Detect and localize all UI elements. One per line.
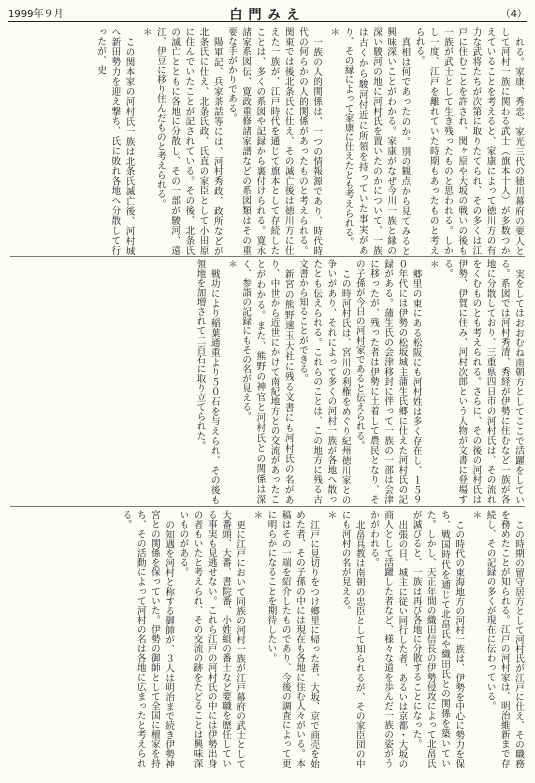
paragraph: 更に江戸において同族の河村一族が江戸幕府の武士として大番頭、大番、書院番、小姓組の番士など要職を歴任している事実も見逃せない。これら江戸の河村氏の中には伊勢出身の者もいたと考えられ、その交流の跡をたどることは興味深いものがある。 — [177, 510, 246, 768]
paragraph: 新宮の熊野速玉大社に残る文書にも河村氏の名があり、中世から近世にかけて南紀地方との交流があったことがわかる。また、熊野の神官と河村氏との関係は深く、参詣の記録にもその名が見える。 — [240, 259, 294, 504]
section-mark: ＊ — [251, 510, 263, 520]
paragraph: 戦功により稲葉通重より５０石を与えられ、その後も領地を加増されて二百石に取り立てられた。 — [194, 259, 220, 504]
issue-date: 1999年９月 — [8, 9, 64, 20]
paragraph: 陽軍記、兵家茶話等には、河村秀政、政所などが北条氏に仕え、北条氏政、氏直の家臣として小田原に住んでいたことが記されている。その後、北条氏の滅亡とともに各地に分散し、その一部が駿河、遠江、伊豆に移り住んだものと考えられる。 — [154, 27, 223, 255]
tier-divider — [10, 256, 525, 257]
paragraph: 出張の日、城主に従い同行した者、あるいは京都・大坂の商人として活躍した者など、様々な道を歩んだ一族の姿がうかがわれる。 — [367, 510, 408, 768]
paragraph: 北畠具教は南朝の忠臣として知られるが、その家臣団の中にも河村の名が見える。 — [339, 510, 365, 768]
page-number: （4） — [500, 9, 527, 20]
paragraph: 一族の人的関係は、一つの情報源であり、時代時代の何らかの人的関係があったものと考えられる。関東では後北条氏に仕え、その滅亡後は徳川方に仕えた一族が、江戸時代を通じて旗本として存続したことは、多くの系図や記録から裏付けられる。寛永諸家系図伝、寛政重修諸家譜などの系図類はその重要な手がかりである。 — [225, 27, 323, 255]
paragraph: 実をしてはおおむね南朝方としてここで活躍をしている。系図では河村秀清、秀経が伊勢に住むなど一族が各地に分散しており、三重県四日市の河村氏は、その流れをくむものとも考えられる。さらに、その後の河村氏は伊勢、伊賀に住み、河村次郎という人物が文書に登場する。 — [441, 259, 524, 504]
section-mark: ＊ — [325, 510, 337, 520]
vertical-text-block — [10, 510, 525, 768]
section-mark: ＊ — [470, 510, 482, 520]
paragraph: この関本家の河村氏一族は北条氏滅亡後、河村城へ新田勢力を迎え撃ち、氏に敗れ各地へ分散して行ったが、史 — [95, 27, 135, 255]
paragraph: 江戸に見切りをつけ郷里に帰った者、大坂、京で商売を始めた者、その子孫の中には現在も各地に住む人々がいる。本稿はその一端を紹介したものであり、今後の調査によって更に明らかになることを期待したい。 — [265, 510, 320, 768]
paragraph: この時代の東海地方の河村一族は、伊勢を中心に勢力を保ち、戦国時代を通じて北畠氏や織田氏との関係を築いていた。しかし、天正年間の織田信長の伊勢侵攻によって北畠氏が滅びると、一族は再び各地に分散することになった。 — [410, 510, 465, 768]
paragraph: 郷里の東にある松阪にも河村姓は多く存在し、１５９０年代には伊勢の松坂城主蒲生氏郷に仕えた河村氏の記録がある。蒲生氏の会津移封に伴って一族の一部は会津に移ったが、残った者は伊勢に土着して農民となり、その子孫が今日の河村家であると伝えられる。 — [353, 259, 422, 504]
paragraph: れる。家康、秀忠、家光三代の徳川幕府の要人として河村一族に関わる武士（旗本十人）が多数つかえていることを考えると、家康によって徳川方の有力な武将たちが次第に取りたてられ、その多くは江戸に住むことを許され、関ヶ原や大坂の戦いの後も一族が武士として生き残ったものと思われる。しかし一度、江戸を離れていた時期もあったものと考えられる。 — [413, 27, 524, 255]
paragraph: 真相は何であったのか。別の観点から見てみると興味深いことがわかる。家康がなぜ今川一族と縁の深い駿河の地に河村氏を置いたのかについて、一族は古くから駿河付近に所領を持っていた事実があり、その縁によって家康に仕えたとも考えられる。 — [342, 27, 411, 255]
newsletter-title: 白門みえ — [229, 8, 306, 23]
paragraph: この時河村氏は、宮川の利権をめぐり紀州徳川家との争いがあり、それによって多くの河村一族が各地へ散ったとも伝えられる。これらのことは、この地方に残る古文書から知ることができる。 — [296, 259, 351, 504]
paragraph: この時期の留守居方として河村氏が江戸に仕え、その職務を務めたことが知られる。江戸の河村家は、明治維新まで存続し、その記録の多くが現在に伝わっている。 — [484, 510, 524, 768]
vertical-text-block — [10, 259, 525, 504]
page-header — [8, 4, 527, 23]
section-mark: ＊ — [225, 259, 237, 269]
section-mark: ＊ — [427, 259, 439, 269]
section-mark: ＊ — [140, 27, 152, 37]
paragraph: の知遇を河村と称する御師が、３人は明治まで続き伊勢神宮との関係を保っていた。伊勢の御師として全国に檀家を持ち、その活動によって河村の名は各地に広まったと考えられる。 — [120, 510, 175, 768]
tier-divider — [10, 506, 525, 507]
section-mark: ＊ — [328, 27, 340, 37]
vertical-text-block — [10, 27, 525, 255]
text-tier-top — [10, 27, 525, 255]
text-tier-middle — [10, 259, 525, 504]
text-tier-bottom — [10, 510, 525, 768]
header-rule — [8, 21, 527, 22]
